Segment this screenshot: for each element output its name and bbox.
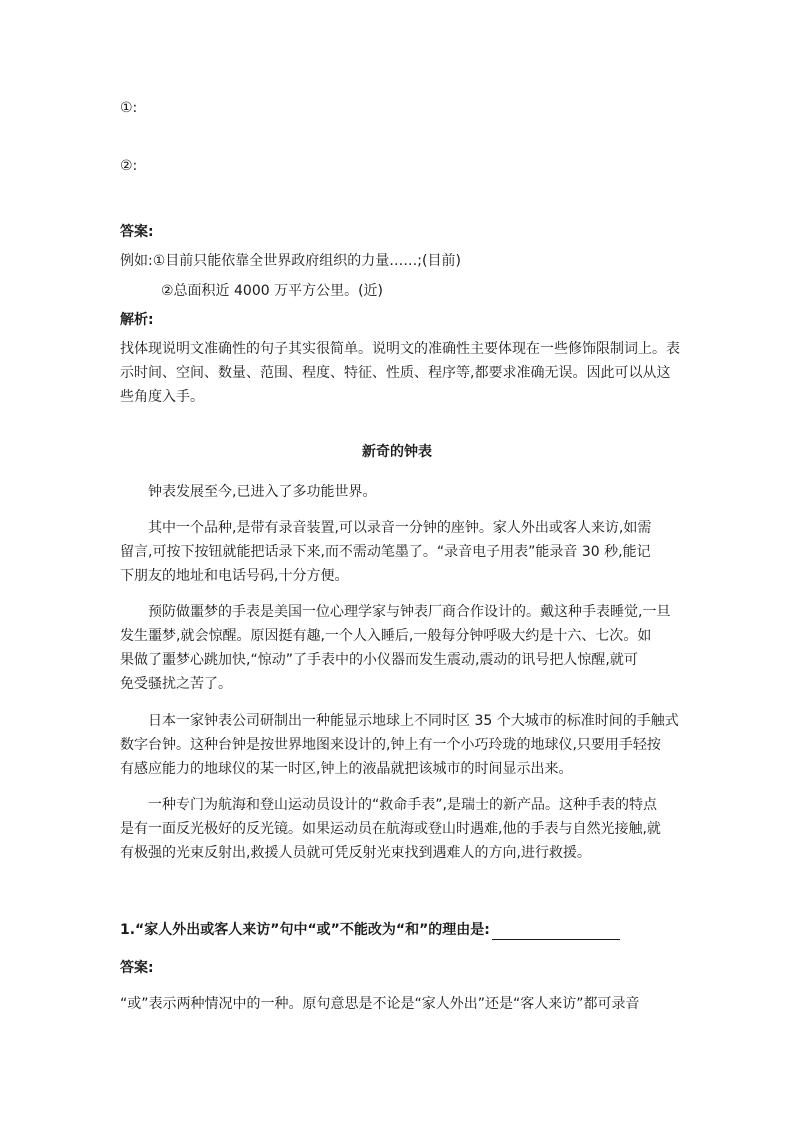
article-title: 新奇的钟表 [362, 444, 432, 460]
article-p5-line-3: 有极强的光束反射出,救援人员就可凭反射光束找到遇难人的方向,进行救援。 [120, 845, 591, 861]
circle-two-label: ②: [120, 158, 138, 174]
article-p2-line-3: 下朋友的地址和电话号码,十分方便。 [120, 568, 349, 584]
article-p3-line-4: 免受骚扰之苦了。 [120, 676, 232, 692]
article-p3-line-1: 预防做噩梦的手表是美国一位心理学家与钟表厂商合作设计的。戴这种手表睡觉,一旦 [148, 604, 671, 620]
article-paragraph-1: 钟表发展至今,已进入了多功能世界。 [148, 484, 377, 500]
analysis-line-3: 些角度入手。 [120, 389, 204, 405]
analysis-line-1: 找体现说明文准确性的句子其实很简单。说明文的准确性主要体现在一些修饰限制词上。表 [120, 341, 680, 357]
article-p5-line-2: 是有一面反光极好的反光镜。如果运动员在航海或登山时遇难,他的手表与自然光接触,就 [120, 821, 661, 837]
article-p3-line-3: 果做了噩梦心跳加快,“惊动”了手表中的小仪器而发生震动,震动的讯号把人惊醒,就可 [120, 652, 638, 668]
question-1 [120, 920, 620, 940]
answer-line-1: 例如:①目前只能依靠全世界政府组织的力量……;(目前) [120, 253, 461, 269]
analysis-line-2: 示时间、空间、数量、范围、程度、特征、性质、程序等,都要求准确无误。因此可以从这 [120, 365, 671, 381]
article-p4-line-3: 有感应能力的地球仪的某一时区,钟上的液晶就把该城市的时间显示出来。 [120, 761, 573, 777]
article-p4-line-1: 日本一家钟表公司研制出一种能显示地球上不同时区 35 个大城市的标准时间的手触式 [148, 713, 679, 729]
article-p3-line-2: 发生噩梦,就会惊醒。原因挺有趣,一个人入睡后,一般每分钟呼吸大约是十六、七次。如 [120, 628, 652, 644]
answer-blank[interactable] [492, 924, 620, 940]
question-1-answer-line: “或”表示两种情况中的一种。原句意思是不论是“家人外出”还是“客人来访”都可录音 [120, 996, 640, 1012]
article-p2-line-1: 其中一个品种,是带有录音装置,可以录音一分钟的座钟。家人外出或客人来访,如需 [148, 520, 652, 536]
analysis-heading: 解析: [120, 312, 154, 328]
article-p4-line-2: 数字台钟。这种台钟是按世界地图来设计的,钟上有一个小巧玲珑的地球仪,只要用手轻按 [120, 737, 661, 753]
article-p2-line-2: 留言,可按下按钮就能把话录下来,而不需动笔墨了。“录音电子用表”能录音 30 秒,能记 [120, 544, 651, 560]
answer-heading: 答案: [120, 224, 154, 240]
article-p5-line-1: 一种专门为航海和登山运动员设计的“救命手表”,是瑞士的新产品。这种手表的特点 [148, 797, 657, 813]
question-1-answer-heading: 答案: [120, 960, 154, 976]
answer-line-2: ②总面积近 4000 万平方公里。(近) [161, 283, 384, 299]
circle-one-label: ①: [120, 100, 138, 116]
question-1-text: 1.“家人外出或客人来访”句中“或”不能改为“和”的理由是: [120, 922, 490, 938]
